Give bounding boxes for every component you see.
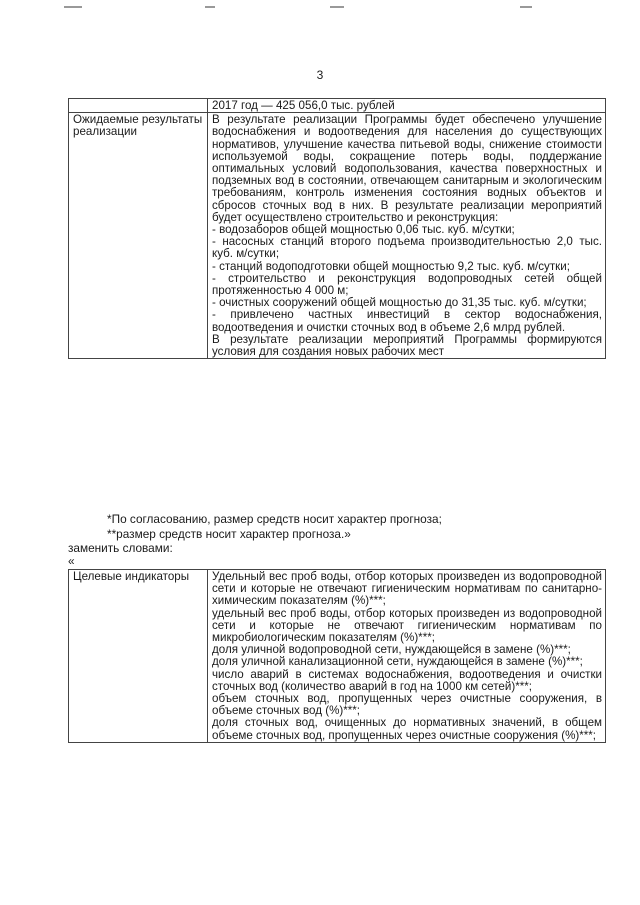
scan-artifact [64, 6, 82, 8]
row-content [208, 113, 606, 359]
paragraph: - водозаборов общей мощностью 0,06 тыс. куб. м/сутки; [212, 223, 515, 237]
opening-quote: « [68, 554, 75, 568]
row-label: Целевые индикаторы [69, 570, 208, 743]
scan-artifact [330, 6, 344, 8]
paragraph: объем сточных вод, пропущенных через очистные сооружения, в объеме сточных вод (%)***; [212, 692, 602, 718]
paragraph: В результате реализации Программы будет обеспечено улучшение водоснабжения и водоотведения для населения до существующих нормативов, улучшение качества питьевой воды, снижение стоимости используемой воды, сокращение потерь воды, поддержание оптимальных условий водопользования, качества поверхностных и подземных вод в состоянии, отвечающем санитарным и экологическим требованиям, контроль изменения состояния водных объектов и сбросов сточных вод в них. В результате реализации мероприятий будет осуществлено строительство и реконструкция: [212, 113, 602, 224]
results-table [68, 98, 606, 359]
table-row [69, 570, 606, 743]
footnote-1: *По согласованию, размер средств носит характер прогноза; [107, 512, 442, 526]
paragraph: - очистных сооружений общей мощностью до 31,35 тыс. куб. м/сутки; [212, 296, 587, 310]
row-content [208, 99, 606, 113]
paragraph: - станций водоподготовки общей мощностью 9,2 тыс. куб. м/сутки; [212, 259, 570, 273]
table-row [69, 99, 606, 113]
row-label [69, 99, 208, 113]
row-label: Ожидаемые результаты реализации [69, 113, 208, 359]
paragraph: число аварий в системах водоснабжения, водоотведения и очистки сточных вод (количество аварий в год на 1000 км сетей)***; [212, 667, 602, 693]
paragraph: доля уличной водопроводной сети, нуждающейся в замене (%)***; [212, 643, 571, 657]
paragraph: удельный вес проб воды, отбор которых произведен из водопроводной сети и которые не отвечают гигиеническим нормативам по микробиологическим показателям (%)***; [212, 606, 602, 645]
row-content [208, 570, 606, 743]
paragraph: Удельный вес проб воды, отбор которых произведен из водопроводной сети и которые не отвечают гигиеническим нормативам по санитарно-химическим показателям (%)***; [212, 570, 602, 608]
paragraph: - насосных станций второго подъема производительностью 2,0 тыс. куб. м/сутки; [212, 235, 602, 261]
footnote-2: **размер средств носит характер прогноза.» [107, 527, 351, 541]
paragraph: доля сточных вод, очищенных до нормативных значений, в общем объеме сточных вод, пропущенных через очистные сооружения (%)***; [212, 716, 602, 742]
paragraph: доля уличной канализационной сети, нуждающейся в замене (%)***; [212, 655, 583, 669]
replace-instruction: заменить словами: [68, 541, 173, 555]
paragraph: - привлечено частных инвестиций в сектор водоснабжения, водоотведения и очистки сточных вод в объеме 2,6 млрд рублей. [212, 308, 602, 334]
paragraph: 2017 год — 425 056,0 тыс. рублей [212, 99, 395, 112]
page-number: 3 [316, 68, 324, 82]
scan-artifact [205, 6, 215, 8]
paragraph: - строительство и реконструкция водопроводных сетей общей протяженностью 4 000 м; [212, 271, 602, 298]
paragraph: В результате реализации мероприятий Программы формируются условия для создания новых рабочих мест [212, 332, 602, 359]
table-row [69, 113, 606, 359]
indicators-table [68, 569, 606, 743]
scan-artifact [520, 6, 532, 8]
